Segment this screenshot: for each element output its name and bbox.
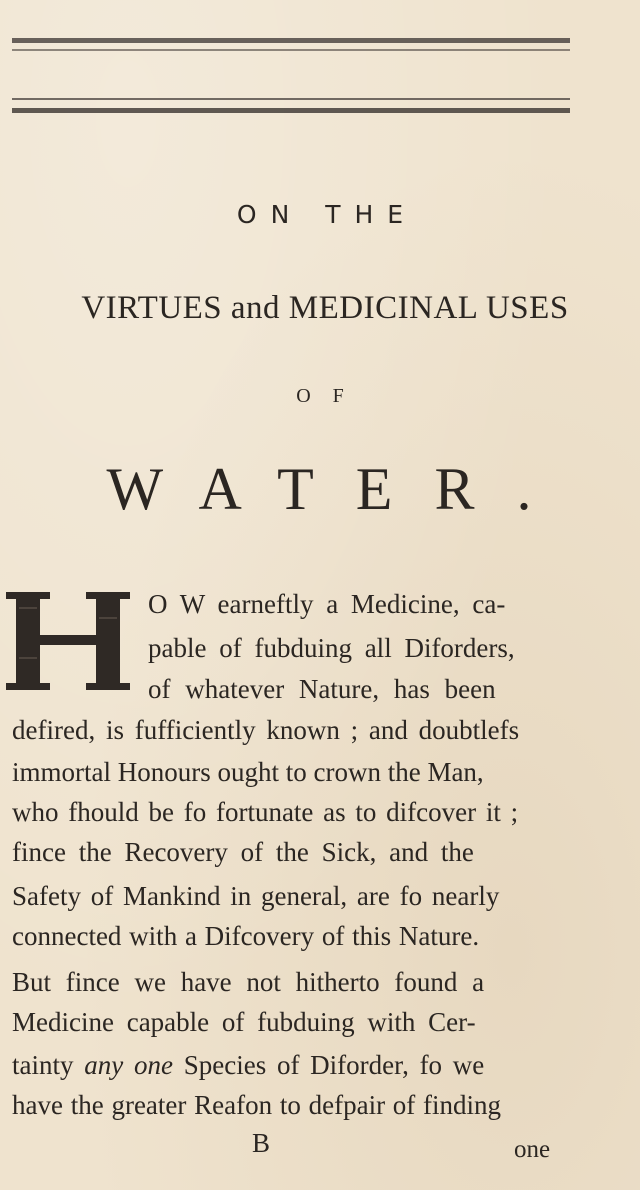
text-line-1: O W earneftly a Medicine, ca- bbox=[148, 589, 506, 619]
text-line-4: defired, is fufficiently known ; and doubtlefs bbox=[12, 715, 520, 745]
text-line-12-italic: any one bbox=[84, 1050, 173, 1080]
top-rule-thin bbox=[12, 49, 570, 51]
text-line-9: connected with a Difcovery of this Nature. bbox=[12, 921, 480, 951]
text-line-6: who fhould be fo fortunate as to difcover it ; bbox=[12, 797, 519, 827]
header-rule-thin bbox=[12, 98, 570, 100]
heading-on-the: ON THE bbox=[236, 200, 418, 229]
text-line-3: of whatever Nature, has been bbox=[148, 674, 496, 704]
text-line-12 bbox=[12, 1050, 484, 1081]
text-line-2: pable of fubduing all Diforders, bbox=[148, 633, 515, 663]
text-line-13: have the greater Reafon to defpair of finding bbox=[12, 1090, 502, 1120]
text-line-8: Safety of Mankind in general, are fo nearly bbox=[12, 881, 500, 911]
drop-cap-h-icon bbox=[4, 588, 134, 698]
text-line-5: immortal Honours ought to crown the Man, bbox=[12, 757, 484, 787]
heading-title: VIRTUES and MEDICINAL USES bbox=[81, 290, 569, 326]
heading-of: OF bbox=[296, 385, 366, 407]
catchword: one bbox=[514, 1136, 551, 1163]
text-line-10: But fince we have not hitherto found a bbox=[12, 967, 485, 997]
text-line-12-end: Species of Diforder, fo we bbox=[172, 1050, 485, 1080]
header-rule-thick bbox=[12, 108, 570, 113]
text-line-7: fince the Recovery of the Sick, and the bbox=[12, 837, 474, 867]
text-line-11: Medicine capable of fubduing with Cer- bbox=[12, 1007, 476, 1037]
text-line-12-start: tainty bbox=[12, 1050, 85, 1080]
heading-water: WATER. bbox=[106, 456, 574, 522]
signature-mark: B bbox=[252, 1128, 271, 1158]
top-rule-thick bbox=[12, 38, 570, 43]
